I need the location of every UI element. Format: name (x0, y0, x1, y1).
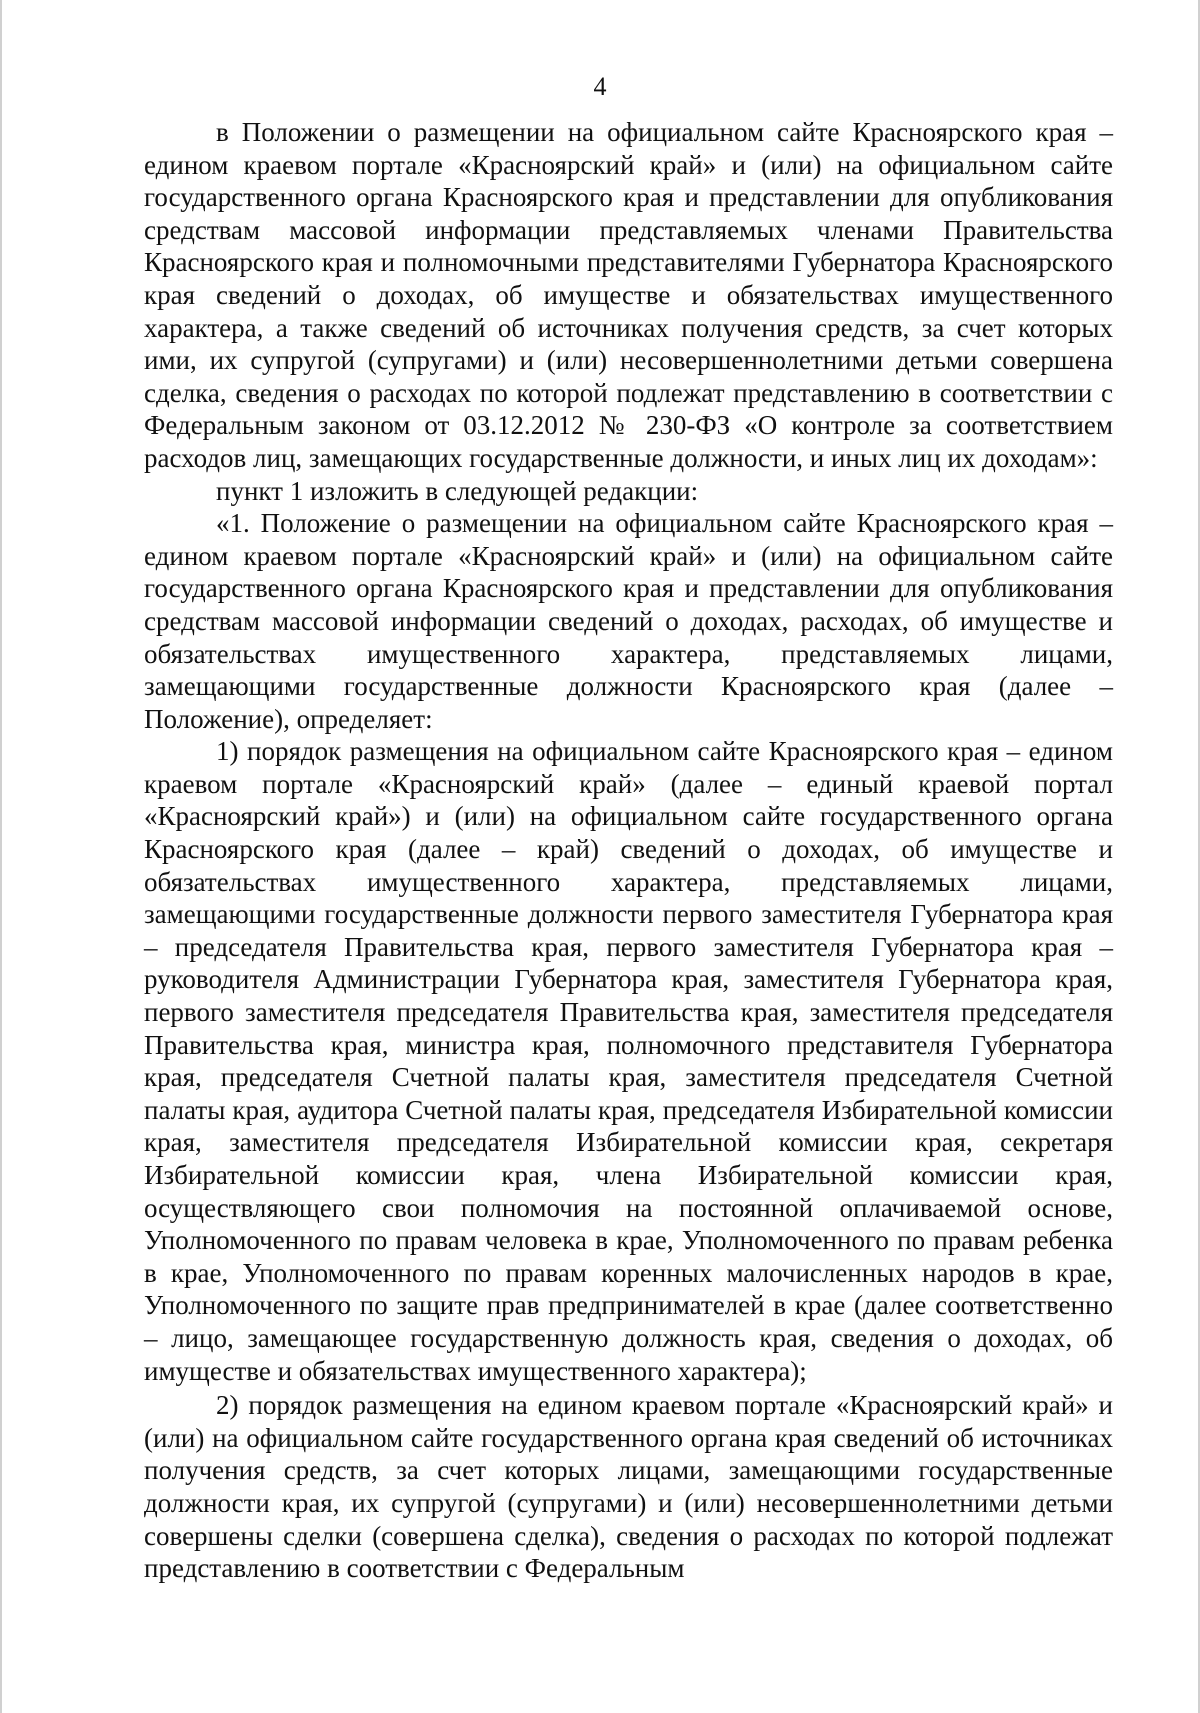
paragraph-subpoint-2: 2) порядок размещения на едином краевом портале «Красноярский край» и (или) на официальном сайте государственного органа края сведений об источниках получения средств, за счет которых лицами, замещающими государственные должности края, их супругой (супругами) и (или) несовершеннолетними детьми совершены сделки (совершена сделка), сведения о расходах по которой подлежат представлению в соответствии с Федеральным (144, 1390, 1113, 1584)
scan-edge-left (0, 0, 2, 1713)
page-number: 4 (593, 72, 607, 101)
paragraph-subpoint-1: 1) порядок размещения на официальном сайте Красноярского края – едином краевом портале «Красноярский край» (далее – единый краевой портал «Красноярский край») и (или) на официальном сайте государственного органа Красноярского края (далее – край) сведений о доходах, об имуществе и обязательствах имущественного характера, представляемых лицами, замещающими государственные должности первого заместителя Губернатора края – председателя Правительства края, первого заместителя Губернатора края – руководителя Администрации Губернатора края, заместителя Губернатора края, первого заместителя председателя Правительства края, заместителя председателя Правительства края, министра края, полномочного представителя Губернатора края, председателя Счетной палаты края, заместителя председателя Счетной палаты края, аудитора Счетной палаты края, председателя Избирательной комиссии края, заместителя председателя Избирательной комиссии края, секретаря Избирательной комиссии края, члена Избирательной комиссии края, осуществляющего свои полномочия на постоянной оплачиваемой основе, Уполномоченного по правам человека в крае, Уполномоченного по правам ребенка в крае, Уполномоченного по правам коренных малочисленных народов в крае, Уполномоченного по защите прав предпринимателей в крае (далее соответственно – лицо, замещающее государственную должность края, сведения о доходах, об имуществе и обязательствах имущественного характера); (144, 736, 1113, 1386)
paragraph-amendment-intro: в Положении о размещении на официальном сайте Красноярского края – едином краевом портале «Красноярский край» и (или) на официальном сайте государственного органа Красноярского края и представлении для опубликования средствам массовой информации представляемых членами Правительства Красноярского края и полномочными представителями Губернатора Красноярского края сведений о доходах, об имуществе и обязательствах имущественного характера, а также сведений об источниках получения средств, за счет которых ими, их супругой (супругами) и (или) несовершеннолетними детьми совершена сделка, сведения о расходах по которой подлежат представлению в соответствии с Федеральным законом от 03.12.2012 № 230-ФЗ «О контроле за соответствием расходов лиц, замещающих государственные должности, и иных лиц их доходам»: (144, 117, 1113, 473)
paragraph-point-1-text: «1. Положение о размещении на официальном сайте Красноярского края – едином краевом портале «Красноярский край» и (или) на официальном сайте государственного органа Красноярского края и представлении для опубликования средствам массовой информации сведений о доходах, расходах, об имуществе и обязательствах имущественного характера, представляемых лицами, замещающими государственные должности Красноярского края (далее – Положение), определяет: (144, 508, 1113, 734)
document-body (144, 116, 1113, 1585)
paragraph-point-1-instruction: пункт 1 изложить в следующей редакции: (216, 475, 699, 506)
